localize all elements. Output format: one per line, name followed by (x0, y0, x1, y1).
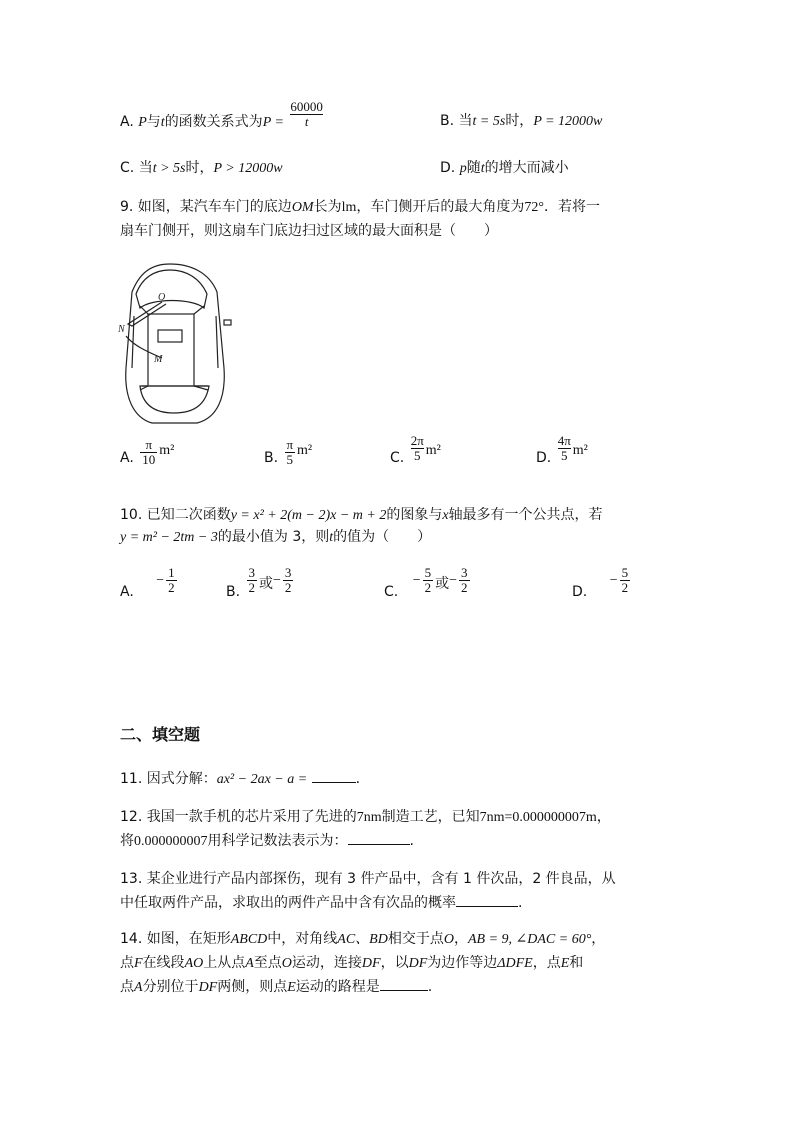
q9-option-b (264, 437, 313, 472)
q13-line1: 13. 某企业进行产品内部探伤，现有 3 件产品中，含有 1 件次品，2 件良品，从 (120, 871, 616, 887)
text: ， (591, 931, 606, 947)
option-label: A. (120, 450, 134, 467)
text: 点 (120, 955, 134, 971)
math-text: E (287, 980, 296, 995)
q10-line2 (120, 526, 431, 546)
q8-option-a (120, 99, 325, 136)
q10-option-b (226, 565, 295, 601)
math-text: ABCD (230, 932, 268, 947)
q8-option-b (440, 110, 602, 130)
text: 的图象与 (386, 507, 443, 523)
math-text: AC、BD (337, 932, 388, 947)
text: 将 (120, 833, 134, 849)
q9-option-a (120, 437, 175, 472)
denominator: 2 (168, 579, 175, 595)
fraction (620, 566, 631, 594)
q10-line1 (120, 504, 603, 524)
q12-line2 (120, 830, 414, 850)
text: 的函数关系式为 (164, 114, 263, 131)
text: ，车门侧开后的最大角度为 (356, 199, 525, 215)
text: 的值为（ ） (333, 529, 432, 545)
option-label: A. (120, 584, 134, 601)
q12-line1 (120, 806, 611, 826)
text: ， (596, 809, 611, 825)
q9-line2: 扇车门侧开，则这扇车门底边扫过区域的最大面积是（ ） (120, 223, 498, 239)
q14-line3 (120, 976, 432, 996)
math-text: DF (198, 980, 218, 995)
numerator: 3 (248, 565, 256, 580)
q11 (120, 768, 360, 788)
numerator: 5 (424, 565, 432, 580)
text: 运动，连接 (291, 955, 362, 971)
text: 中任取两件产品，求取出的两件产品中含有次品的概率 (120, 895, 456, 911)
math-formula: P = 12000w (533, 114, 603, 129)
text: 运动的路程是 (295, 979, 380, 995)
text: 上从点 (203, 955, 246, 971)
math-text: lm (341, 200, 357, 215)
text: 相交于点 (387, 931, 444, 947)
numerator: 3 (461, 565, 468, 580)
text: . (409, 833, 414, 849)
math-text: t (480, 161, 485, 176)
sign: − (156, 573, 165, 589)
q13-line2 (120, 892, 522, 912)
text: 或 (259, 576, 274, 593)
option-label: D. (536, 450, 552, 467)
text: 9. 如图，某汽车车门的底边 (120, 199, 292, 215)
text: 分别位于 (142, 979, 199, 995)
denominator: 2 (284, 579, 292, 595)
numerator: 2π (410, 433, 424, 448)
q10-option-a (120, 565, 179, 601)
text: 轴最多有一个公共点，若 (448, 507, 603, 523)
math-formula: y = x² + 2(m − 2)x − m + 2 (230, 508, 387, 523)
numerator: π (286, 437, 294, 452)
fraction (247, 566, 258, 594)
numerator: π (145, 437, 153, 452)
q14-line1 (120, 928, 605, 948)
math-text: A (134, 980, 143, 995)
option-label: B. (440, 113, 455, 129)
fraction (140, 438, 157, 466)
denominator: 5 (411, 448, 424, 463)
text: 为边作等边 (427, 955, 498, 971)
fraction (558, 434, 571, 462)
fraction (411, 434, 424, 462)
text: ，点 (532, 955, 561, 971)
sign: − (609, 573, 618, 589)
math-text: O (281, 956, 292, 971)
sign: − (273, 573, 281, 589)
fraction (283, 566, 294, 594)
numerator: 4π (557, 433, 571, 448)
q8-option-c (120, 157, 283, 177)
option-label: B. (264, 450, 279, 467)
numerator: 5 (621, 565, 629, 580)
option-label: C. (384, 584, 399, 601)
denominator: 2 (621, 579, 629, 595)
text: . (427, 979, 433, 995)
label-m: M (154, 354, 163, 365)
answer-blank[interactable] (456, 892, 518, 907)
text: 14. 如图，在矩形 (120, 931, 231, 947)
text: 10. 已知二次函数 (120, 507, 231, 523)
math-text: 72° (524, 200, 544, 215)
text: 在线段 (142, 955, 185, 971)
answer-blank[interactable] (380, 976, 428, 991)
option-label: A. (120, 114, 134, 131)
math-text: O (443, 932, 454, 947)
math-text: x (442, 508, 449, 523)
math-formula: t > 5s (152, 161, 186, 176)
math-text: E (560, 956, 570, 971)
denominator: 2 (424, 579, 432, 595)
math-text: p (459, 161, 467, 176)
unit: m² (297, 443, 313, 459)
math-text: A (245, 956, 254, 971)
fraction (166, 566, 177, 594)
denominator: 2 (248, 579, 256, 595)
fraction (285, 438, 296, 466)
text: 时， (505, 113, 534, 129)
math-formula: P = (262, 115, 284, 131)
text: 的增大而减小 (484, 160, 569, 176)
numerator: 1 (168, 565, 175, 580)
q14-line2 (120, 952, 583, 972)
math-formula: t = 5s (472, 114, 506, 129)
text: 用科学记数法表示为： (207, 833, 348, 849)
math-text: 0.000000007 (134, 834, 208, 849)
option-label: C. (120, 160, 135, 176)
answer-blank[interactable] (348, 830, 410, 845)
text: ， (453, 931, 468, 947)
q8-option-d (440, 157, 569, 177)
math-text: ΔDFE (497, 956, 533, 971)
text: 两侧，则点 (217, 979, 288, 995)
denominator: 10 (142, 451, 156, 467)
option-label: B. (226, 584, 241, 601)
q9-line1 (120, 196, 600, 216)
unit: m² (572, 443, 588, 459)
text: . (355, 771, 361, 787)
math-formula: P > 12000w (213, 161, 283, 176)
label-n: N (118, 324, 125, 335)
denominator: 5 (286, 451, 294, 467)
fraction (290, 100, 323, 128)
math-formula: AB = 9, ∠DAC = 60° (467, 932, 592, 947)
text: ．若将一 (543, 199, 600, 215)
math-text: OM (291, 200, 314, 215)
math-text: t (160, 115, 165, 131)
q10-option-d (572, 565, 632, 601)
math-text: P (138, 115, 147, 131)
denominator: 2 (461, 579, 468, 595)
text: . (518, 895, 523, 911)
car-door-figure (112, 258, 242, 430)
math-formula: y = m² − 2tm − 3 (120, 530, 218, 545)
sign: − (412, 573, 421, 589)
option-label: D. (572, 584, 588, 601)
text: 与 (146, 114, 161, 131)
fraction (459, 566, 470, 594)
option-label: D. (440, 160, 456, 176)
math-formula: ax² − 2ax − a = (216, 772, 308, 787)
math-text: F (134, 956, 143, 971)
text: 或 (435, 576, 450, 593)
section-title: 二、填空题 (120, 725, 201, 744)
unit: m² (159, 443, 175, 459)
text: ，以 (380, 955, 409, 971)
text: 至点 (253, 955, 282, 971)
text: 中，对角线 (267, 931, 338, 947)
math-text: AO (184, 956, 204, 971)
text: 12. 我国一款手机的芯片采用了先进的 (120, 809, 357, 825)
q10-option-c (384, 565, 472, 601)
fraction (423, 566, 434, 594)
denominator: t (290, 114, 323, 129)
math-text: DF (361, 956, 381, 971)
sign: − (449, 573, 457, 589)
denominator: 5 (558, 448, 571, 463)
numerator: 60000 (290, 99, 323, 114)
text: 随 (466, 160, 481, 176)
label-o: O (158, 292, 166, 303)
option-label: C. (390, 450, 405, 467)
text: 长为 (313, 199, 342, 215)
text: 时， (185, 160, 214, 176)
text: 当 (458, 113, 473, 129)
text: 当 (138, 160, 153, 176)
text: 点 (120, 979, 134, 995)
math-text: 7nm (356, 810, 382, 825)
answer-blank[interactable] (312, 768, 356, 783)
unit: m² (425, 443, 441, 459)
text: 11. 因式分解： (120, 771, 217, 787)
text: 和 (569, 955, 584, 971)
text: 制造工艺，已知 (381, 809, 480, 825)
numerator: 3 (284, 565, 292, 580)
text: 的最小值为 3，则 (217, 529, 330, 545)
math-text: t (329, 530, 334, 545)
math-text: DF (408, 956, 428, 971)
math-text: 7nm=0.000000007m (479, 810, 597, 825)
